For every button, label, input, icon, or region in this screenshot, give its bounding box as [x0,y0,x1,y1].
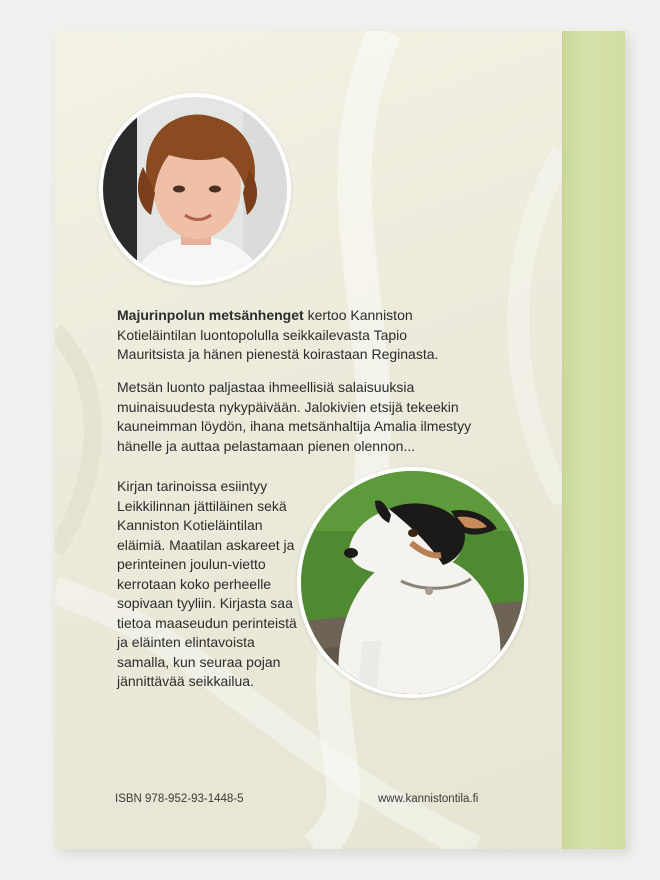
dog-photo [301,471,524,694]
book-title: Majurinpolun metsänhenget [117,307,304,323]
book-spine [562,31,625,849]
intro-text: kertoo Kanniston Kotieläintilan luontopolulla seikkailevasta Tapio Mauritsista ja hänen pienestä koirastaan Reginasta. [117,307,439,362]
book-back-cover [55,31,625,849]
website-link[interactable]: www.kannistontila.fi [378,793,479,805]
isbn-number: ISBN 978-952-93-1448-5 [115,793,244,805]
story-paragraph: Metsän luonto paljastaa ihmeellisiä salaisuuksia muinaisuudesta nykypäivään. Jalokivien etsijä tekeekin kauneimman löydön, ihana metsänhaltija Amalia ilmestyy hänelle ja auttaa pelastamaan pienen olennon... [117,379,472,454]
intro-paragraph [117,306,477,365]
farm-paragraph: Kirjan tarinoissa esiintyy Leikkilinnan jättiläinen sekä Kanniston Kotieläintilan eläimiä. Maatilan askareet ja perinteinen joulun-vietto kerrotaan koko perheelle sopivaan tyyliin. Kirjasta saa tietoa maaseudun perinteistä ja eläinten elintavoista samalla, kun seuraa pojan jännittävää seikkailua. [117,478,297,689]
boy-portrait-photo [103,97,287,281]
